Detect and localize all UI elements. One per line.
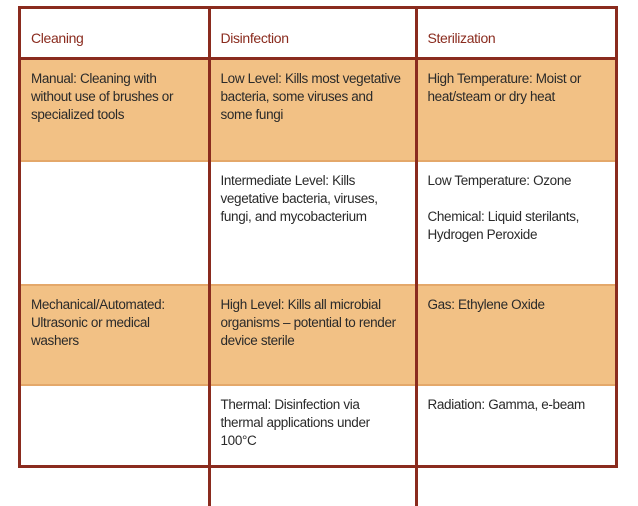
table-row <box>21 58 615 161</box>
cell-cleaning: Manual: Cleaning with without use of brushes or specialized tools <box>21 58 209 161</box>
sterilization-item: Low Temperature: Ozone <box>427 172 572 188</box>
cell-sterilization <box>416 161 615 285</box>
sterilization-item: Radiation: Gamma, e-beam <box>427 396 585 412</box>
cell-disinfection: Thermal: Disinfection via thermal applications under 100°C <box>209 385 416 506</box>
header-sterilization: Sterilization <box>416 9 615 58</box>
cell-disinfection: Intermediate Level: Kills vegetative bacteria, viruses, fungi, and mycobacterium <box>209 161 416 285</box>
cell-sterilization <box>416 285 615 385</box>
cell-cleaning <box>21 161 209 285</box>
sterilization-item: Chemical: Liquid sterilants, Hydrogen Peroxide <box>427 208 580 242</box>
comparison-table <box>21 9 615 506</box>
spacer <box>428 190 606 208</box>
header-row <box>21 9 615 58</box>
header-disinfection: Disinfection <box>209 9 416 58</box>
comparison-table-frame <box>18 6 618 468</box>
sterilization-item: High Temperature: Moist or heat/steam or dry heat <box>427 70 581 104</box>
table-row <box>21 285 615 385</box>
header-cleaning: Cleaning <box>21 9 209 58</box>
cell-cleaning <box>21 385 209 506</box>
table-row <box>21 385 615 506</box>
cell-disinfection: Low Level: Kills most vegetative bacteria, some viruses and some fungi <box>209 58 416 161</box>
table-row <box>21 161 615 285</box>
cell-cleaning: Mechanical/Automated: Ultrasonic or medical washers <box>21 285 209 385</box>
cell-sterilization <box>416 58 615 161</box>
sterilization-item: Gas: Ethylene Oxide <box>427 296 545 312</box>
cell-sterilization <box>416 385 615 506</box>
cell-disinfection: High Level: Kills all microbial organisms – potential to render device sterile <box>209 285 416 385</box>
